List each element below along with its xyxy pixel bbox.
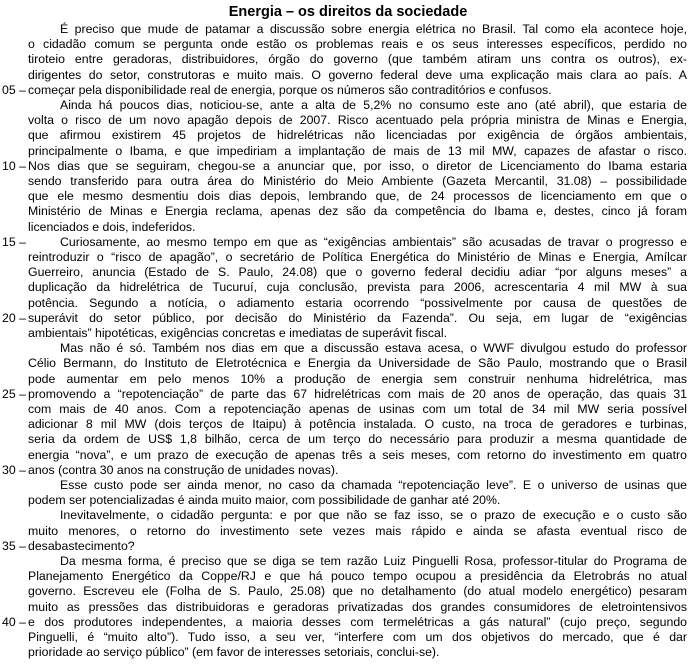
line-number: 30 – (2, 462, 26, 477)
text-line: principalmente o Ibama, e que impediriam a implantação de mais de 13 mil MW, capazes de afastar o risco. (28, 143, 687, 158)
text-line: tiroteio entre geradoras, distribuidores, órgão do governo (que também atiram uns contra os outros), ex- (28, 52, 687, 67)
text-line: É preciso que mude de patamar a discussão sobre energia elétrica no Brasil. Tal como ela acontece hoje, (60, 22, 687, 36)
text-line: Mas não é só. Também nos dias em que a discussão estava acesa, o WWF divulgou estudo do professor (60, 341, 687, 356)
text-line: com mais de 40 anos. Com a repotenciação apenas de usinas com um total de 34 mil MW seria possível (28, 402, 687, 416)
text-line: ambientais” hipotéticas, exigências concretas e imediatas de superávit fiscal. (28, 326, 447, 340)
text-line: Nos dias que se seguiram, chegou-se a anunciar que, por isso, o diretor de Licenciamento do Ibama estaria (28, 158, 687, 173)
line-number: 25 – (2, 386, 26, 401)
text-line: seria da ordem de US$ 1,8 bilhão, cerca de um terço do necessário para produzir a mesma quantidade de (28, 432, 687, 447)
text-line: desabastecimento? (28, 538, 135, 553)
text-line: reintroduzir o “risco de apagão”, o secretário de Política Energética do Ministério de Minas e Energia, Amílcar (28, 250, 687, 264)
line-number: 05 – (2, 82, 26, 97)
text-line: e dos produtores independentes, a maioria desses com termelétricas a gás natural” (cujo preço, segundo (28, 614, 687, 629)
text-line: começar pela disponibilidade real de energia, porque os números são contraditórios e confusos. (28, 82, 552, 97)
text-line: prioridade ao serviço público” (em favor de interesses setoriais, conclui-se). (28, 645, 440, 660)
text-line: Curiosamente, ao mesmo tempo em que as “exigências ambientais” são acusadas de travar o progresso e (60, 234, 687, 249)
text-line: duplicação da hidrelétrica de Tucuruí, cuja conclusão, prevista para 2006, acrescentaria 4 mil MW à sua (28, 280, 687, 295)
text-line: que afirmou existirem 45 projetos de hidrelétricas não licenciadas por exigência de órgãos ambientais, (28, 128, 687, 143)
line-number: 10 – (2, 158, 26, 173)
line-number: 15 – (2, 234, 26, 249)
text-line: muito menores, o retorno do investimento sete vezes mais rápido e ainda se afasta eventual risco de (28, 523, 687, 538)
text-line: podem ser potencializadas é ainda muito maior, com possibilidade de ganhar até 20%. (28, 493, 501, 508)
line-number: 40 – (2, 614, 26, 629)
text-line: anos (contra 30 anos na construção de unidades novas). (28, 462, 339, 477)
text-line: Planejamento Energético da Coppe/RJ e que há pouco tempo ocupou a presidência da Eletrobrás no atual (28, 569, 687, 584)
document-title: Energia – os direitos da sociedade (228, 4, 468, 20)
text-line: superávit do setor público, por decisão do Ministério da Fazenda”. Ou seja, em lugar de “exigências (28, 310, 687, 325)
line-number: 20 – (2, 310, 26, 325)
text-line: Ainda há poucos dias, noticiou-se, ante a alta de 5,2% no consumo este ano (até abril), que estaria de (60, 98, 687, 112)
text-line: energia “nova”, e um prazo de execução de apenas três a seis meses, com retorno do investimento em quatro (28, 447, 687, 462)
text-line: sendo transferido para outra área do Ministério do Meio Ambiente (Gazeta Mercantil, 31.08) – possibilidade (28, 174, 687, 188)
text-line: licenciados e dois, indeferidos. (28, 219, 196, 234)
text-line: Ministério de Minas e Energia reclama, apenas dez são da competência do Ibama e, destes, cinco já foram (28, 204, 687, 219)
text-line: que ele mesmo desmentiu dois dias depois, lembrando que, de 24 processos de licenciamento em que o (28, 189, 687, 204)
text-line: volta o risco de um novo apagão depois de 2007. Risco acentuado pela própria ministra de Minas e Energia, (28, 113, 687, 128)
text-line: Célio Bermann, do Instituto de Eletrotécnica e Energia da Universidade de São Paulo, mostrando que o Brasil (28, 356, 687, 371)
text-line: Pinguelli, é “muito alto”). Tudo isso, a seu ver, “interfere com um dos objetivos do mercado, que é dar (28, 630, 687, 644)
text-line: Inevitavelmente, o cidadão pergunta: e por que não se faz isso, se o prazo de execução e o custo são (60, 508, 687, 523)
text-line: Guerreiro, anuncia (Estado de S. Paulo, 24.08) que o governo federal decidiu adiar “por alguns meses” a (28, 265, 687, 280)
text-line: promovendo a “repotenciação” de parte das 67 hidrelétricas com mais de 20 anos de operação, das quais 31 (28, 386, 687, 401)
text-line: Esse custo pode ser ainda menor, no caso da chamada “repotenciação leve”. E o universo de usinas que (60, 478, 687, 492)
text-line: pode aumentar em pelo menos 10% a produção de energia sem construir nenhuma hidrelétrica, mas (28, 371, 687, 386)
text-line: governo. Escreveu ele (Folha de S. Paulo, 25.08) que no detalhamento (do atual modelo energético) pesaram (28, 584, 687, 599)
text-line: dirigentes do setor, construtoras e muito mais. O governo federal deve uma explicação mais clara ao país. A (28, 67, 687, 82)
text-line: Da mesma forma, é preciso que se diga se tem razão Luiz Pinguelli Rosa, professor-titular do Programa de (60, 554, 687, 568)
text-line: o cidadão comum se pergunta onde estão os problemas reais e os seus interesses específicos, perdido no (28, 37, 687, 52)
text-line: muito as pressões das distribuidoras e geradoras privatizadas dos grandes consumidores de eletrointensivos (28, 599, 687, 614)
line-number: 35 – (2, 538, 26, 553)
text-line: potência. Segundo a notícia, o adiamento estaria ocorrendo “possivelmente por causa de questões de (28, 295, 687, 310)
text-line: adicionar 8 mil MW (dois terços de Itaipu) à potência instalada. O custo, na troca de geradores e turbinas, (28, 417, 687, 432)
